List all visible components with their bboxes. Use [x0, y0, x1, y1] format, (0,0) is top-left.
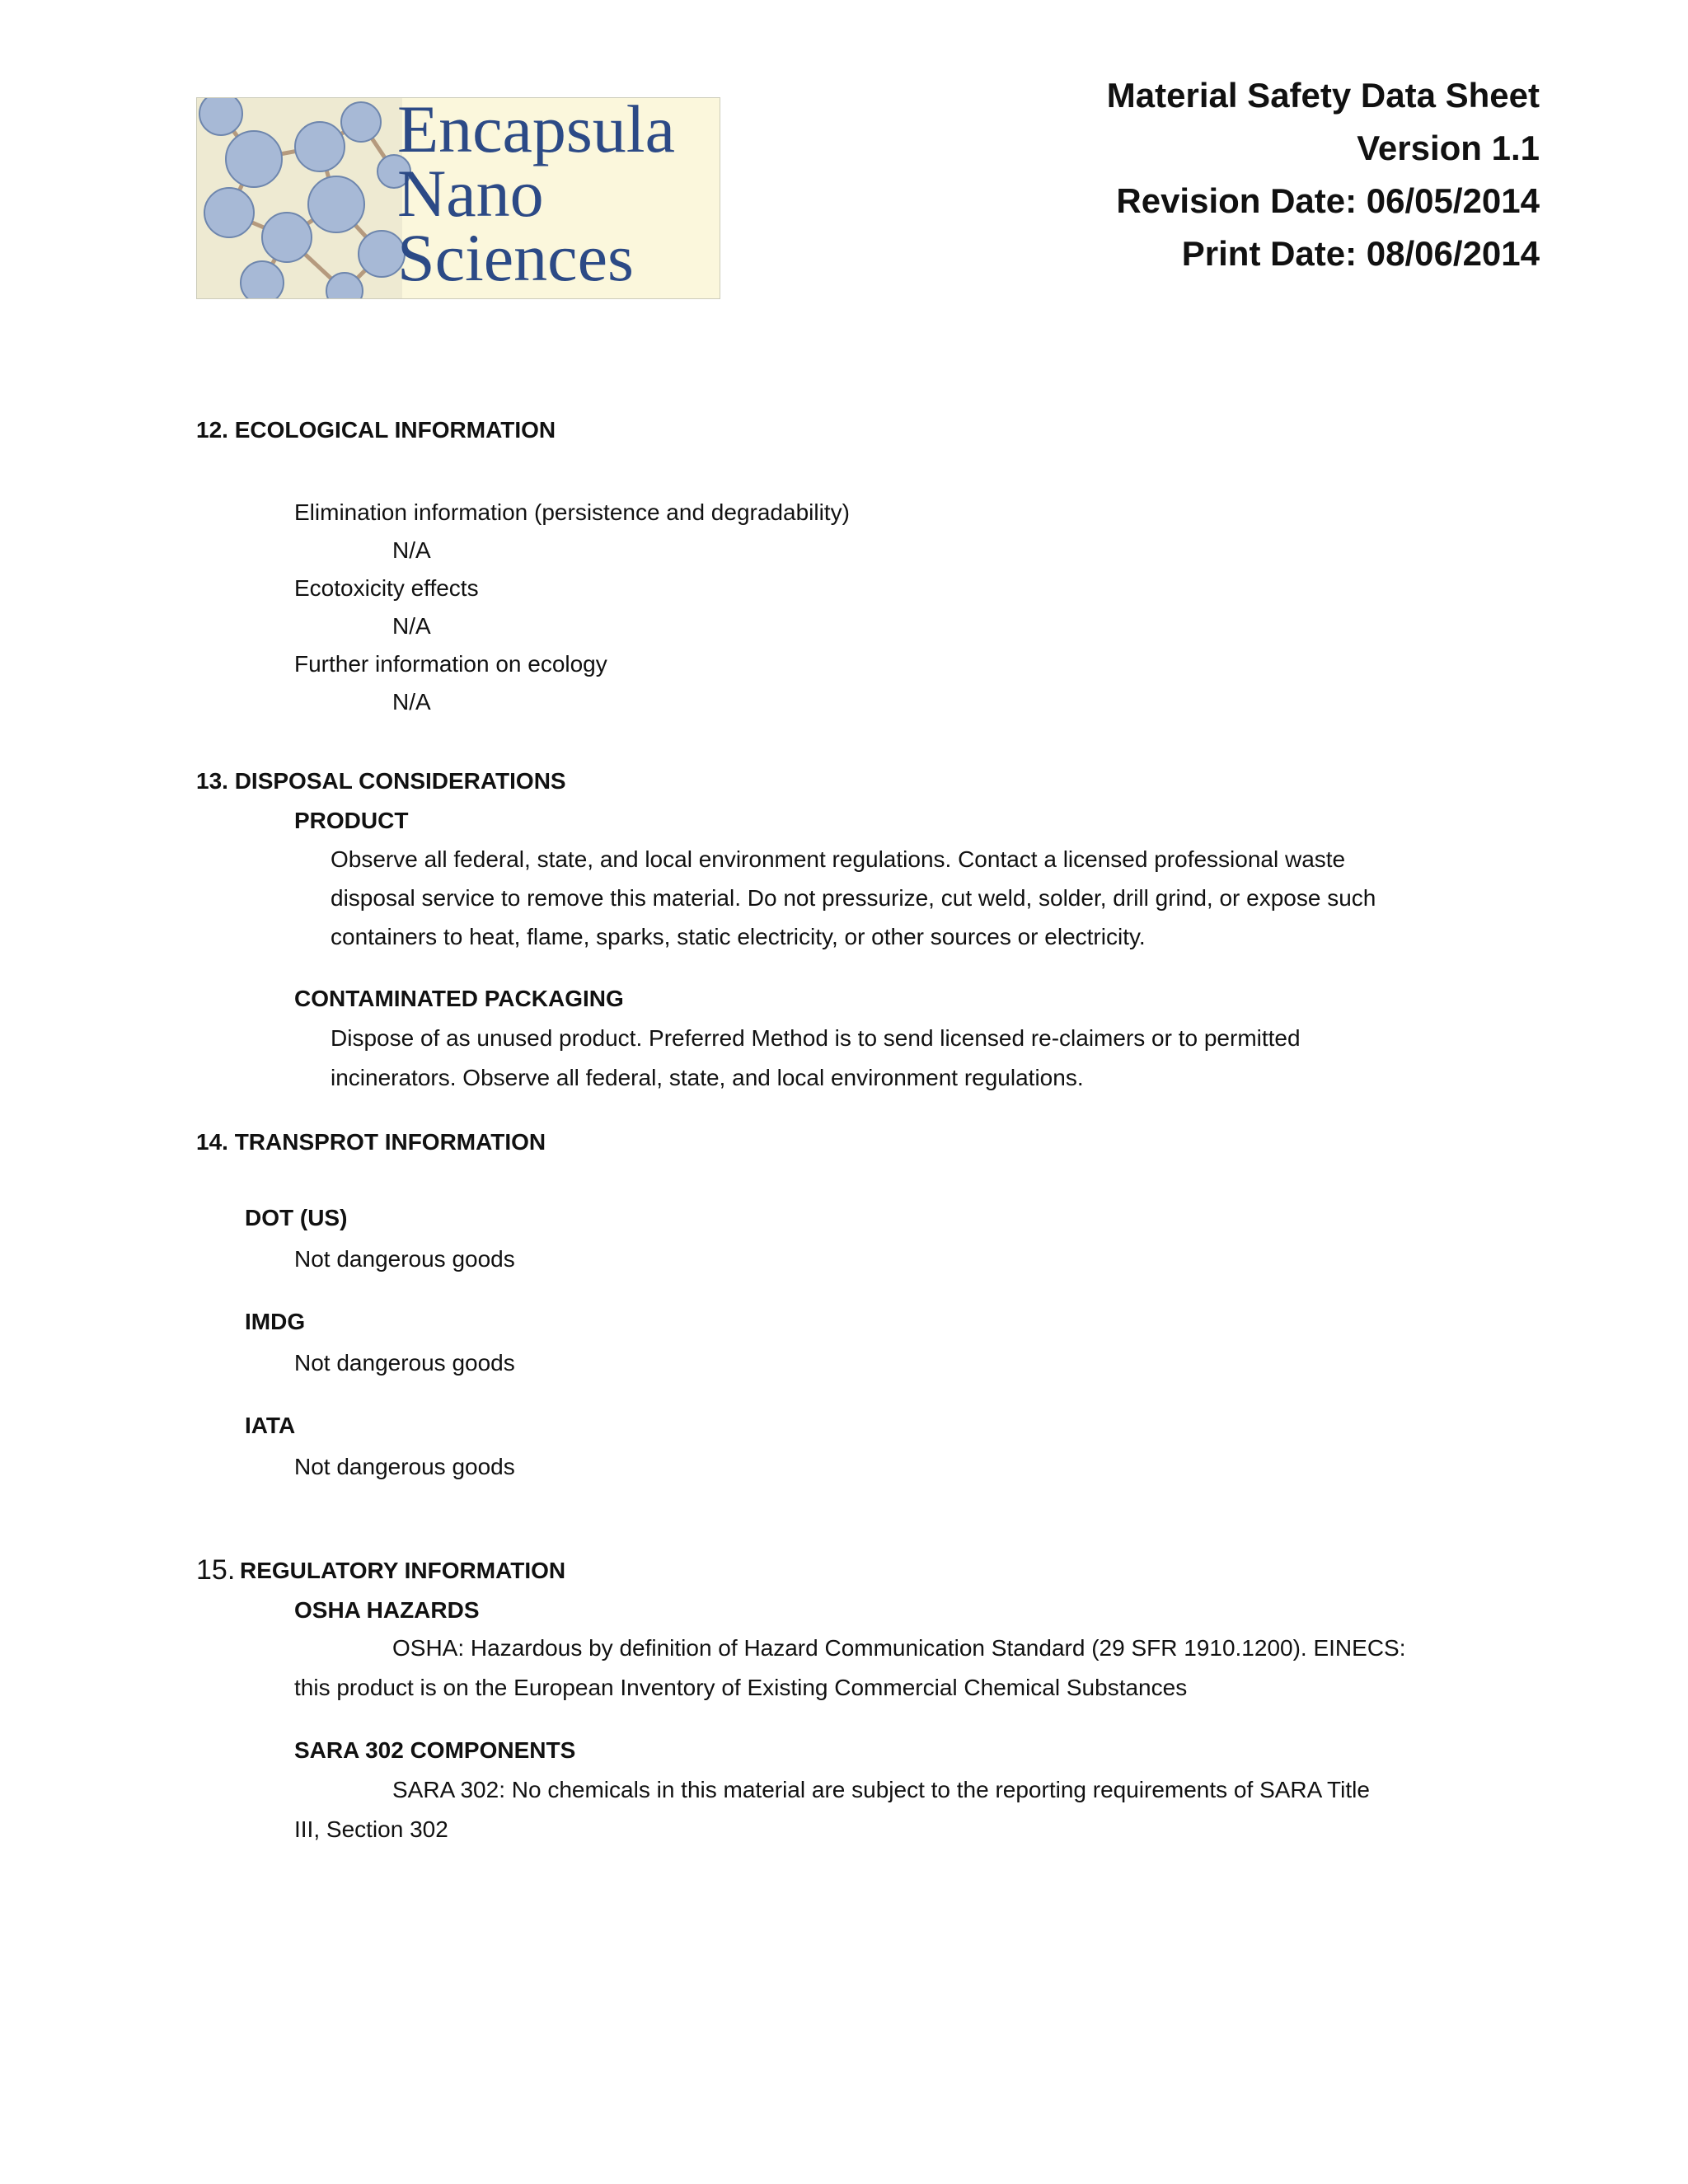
ecology-value: N/A: [392, 689, 431, 715]
section-14-heading: 14. TRANSPROT INFORMATION: [196, 1129, 546, 1155]
section-13-heading: 13. DISPOSAL CONSIDERATIONS: [196, 768, 566, 794]
logo-line-3: Sciences: [397, 220, 634, 295]
elimination-value: N/A: [392, 537, 431, 563]
product-label: PRODUCT: [294, 808, 409, 833]
product-text-line-1: Observe all federal, state, and local environment regulations. Contact a licensed professional waste: [331, 846, 1346, 872]
elimination-label: Elimination information (persistence and degradability): [294, 499, 850, 525]
osha-text-line-2: this product is on the European Inventory of Existing Commercial Chemical Substances: [294, 1675, 1188, 1700]
document-title: Material Safety Data Sheet: [1106, 76, 1540, 115]
dot-label: DOT (US): [245, 1205, 348, 1230]
logo-line-1: Encapsula: [397, 91, 675, 166]
osha-text-line-1: OSHA: Hazardous by definition of Hazard Communication Standard (29 SFR 1910.1200). EINECS:: [392, 1635, 1406, 1661]
section-15-number: 15.: [196, 1554, 236, 1586]
section-12-heading: 12. ECOLOGICAL INFORMATION: [196, 417, 556, 443]
print-date: Print Date: 08/06/2014: [1181, 234, 1540, 273]
iata-value: Not dangerous goods: [294, 1454, 515, 1479]
imdg-label: IMDG: [245, 1309, 306, 1334]
imdg-value: Not dangerous goods: [294, 1350, 515, 1376]
product-text-line-3: containers to heat, flame, sparks, static electricity, or other sources or electricity.: [331, 924, 1146, 949]
sara-text-line-2: III, Section 302: [294, 1816, 448, 1842]
sara-text-line-1: SARA 302: No chemicals in this material are subject to the reporting requirements of SARA Title: [392, 1777, 1370, 1802]
packaging-text-line-1: Dispose of as unused product. Preferred Method is to send licensed re-claimers or to permitted: [331, 1025, 1301, 1051]
ecotoxicity-label: Ecotoxicity effects: [294, 575, 479, 601]
logo-line-2: Nano: [397, 156, 544, 231]
section-15-heading: REGULATORY INFORMATION: [240, 1558, 566, 1583]
revision-date: Revision Date: 06/05/2014: [1116, 181, 1540, 220]
sara-302-label: SARA 302 COMPONENTS: [294, 1737, 576, 1763]
ecology-label: Further information on ecology: [294, 651, 607, 677]
osha-hazards-label: OSHA HAZARDS: [294, 1597, 480, 1623]
packaging-text-line-2: incinerators. Observe all federal, state, and local environment regulations.: [331, 1065, 1084, 1090]
ecotoxicity-value: N/A: [392, 613, 431, 639]
iata-label: IATA: [245, 1413, 296, 1438]
contaminated-packaging-label: CONTAMINATED PACKAGING: [294, 986, 624, 1011]
product-text-line-2: disposal service to remove this material. Do not pressurize, cut weld, solder, drill grind, or expose such: [331, 885, 1376, 911]
dot-value: Not dangerous goods: [294, 1246, 515, 1272]
document-version: Version 1.1: [1357, 129, 1540, 167]
